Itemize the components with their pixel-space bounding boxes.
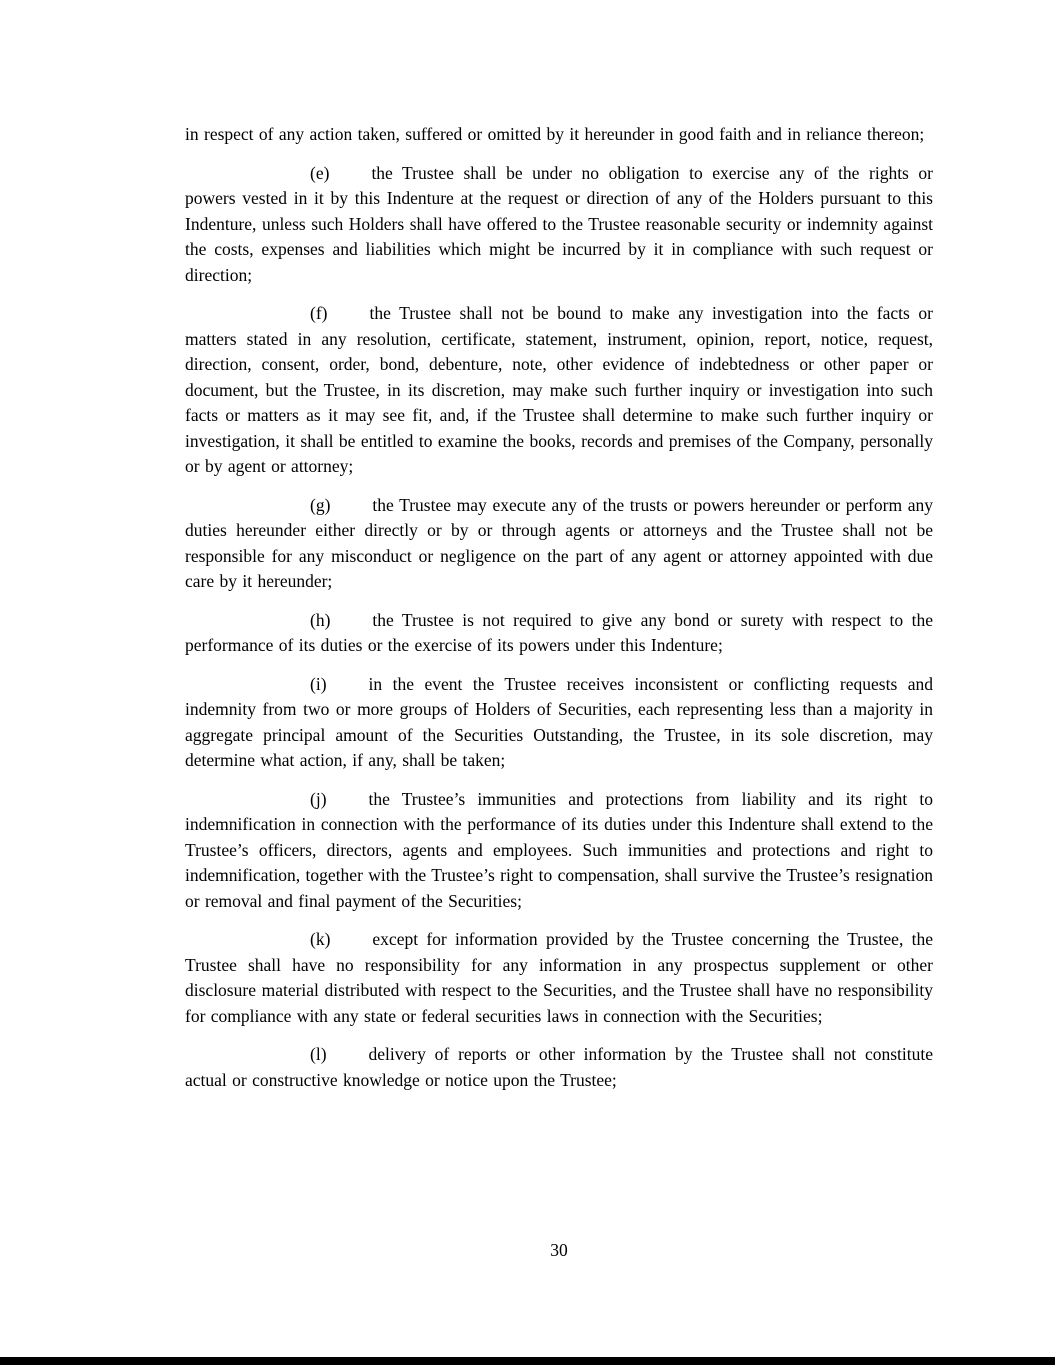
paragraph-label: (k) bbox=[310, 929, 331, 949]
paragraph-text: except for information provided by the Trustee concerning the Trustee, the Trustee shall have no responsibility for any information in any prospectus supplement or other disclosure material distributed with respect to the Securities, and the Trustee shall have no responsibility for compliance with any state or federal securities laws in connection with the Securities; bbox=[185, 929, 933, 1026]
paragraph-text: the Trustee may execute any of the trusts or powers hereunder or perform any duties hereunder either directly or by or through agents or attorneys and the Trustee shall not be responsible for any misconduct or negligence on the part of any agent or attorney appointed with due care by it hereunder; bbox=[185, 494, 933, 591]
paragraph-text: delivery of reports or other information by the Trustee shall not constitute actual or constructive knowledge or notice upon the Trustee; bbox=[185, 1044, 933, 1090]
page-bottom-edge bbox=[0, 1357, 1055, 1365]
paragraph-text: the Trustee is not required to give any bond or surety with respect to the performance of its duties or the exercise of its powers under this Indenture; bbox=[185, 609, 933, 655]
paragraph-g bbox=[185, 493, 933, 595]
paragraph-label: (g) bbox=[310, 494, 331, 515]
paragraph-label: (j) bbox=[310, 788, 327, 809]
paragraph-text: in the event the Trustee receives inconsistent or conflicting requests and indemnity from two or more groups of Holders of Securities, each representing less than a majority in aggregate principal amount of the Securities Outstanding, the Trustee, in its sole discretion, may determine what action, if any, shall be taken; bbox=[185, 673, 933, 770]
page-number: 30 bbox=[550, 1240, 568, 1260]
paragraph-intro bbox=[185, 122, 933, 148]
paragraph-label: (e) bbox=[310, 162, 330, 183]
paragraph-k bbox=[185, 927, 933, 1029]
paragraph-l bbox=[185, 1042, 933, 1093]
paragraph-text: the Trustee shall be under no obligation to exercise any of the rights or powers vested in it by this Indenture at the request or direction of any of the Holders pursuant to this Indenture, unless such Holders shall have offered to the Trustee reasonable security or indemnity against the costs, expenses and liabilities which might be incurred by it in compliance with such request or direction; bbox=[185, 162, 933, 285]
paragraph-text: the Trustee shall not be bound to make any investigation into the facts or matters stated in any resolution, certificate, statement, instrument, opinion, report, notice, request, direction, consent, order, bond, debenture, note, other evidence of indebtedness or other paper or document, but the Trustee, in its discretion, may make such further inquiry or investigation into such facts or matters as it may see fit, and, if the Trustee shall determine to make such further inquiry or investigation, it shall be entitled to examine the books, records and premises of the Company, personally or by agent or attorney; bbox=[185, 303, 933, 476]
paragraph-i bbox=[185, 672, 933, 774]
paragraph-j bbox=[185, 787, 933, 915]
paragraph-text: the Trustee’s immunities and protections from liability and its right to indemnification in connection with the performance of its duties under this Indenture shall extend to the Trustee’s officers, directors, agents and employees. Such immunities and protections and right to indemnification, together with the Trustee’s right to compensation, shall survive the Trustee’s resignation or removal and final payment of the Securities; bbox=[185, 788, 933, 911]
paragraph-f bbox=[185, 301, 933, 480]
paragraph-e bbox=[185, 161, 933, 289]
paragraph-label: (i) bbox=[310, 673, 327, 694]
paragraph-text: in respect of any action taken, suffered or omitted by it hereunder in good faith and in reliance thereon; bbox=[185, 124, 925, 144]
paragraph-label: (l) bbox=[310, 1044, 327, 1064]
paragraph-label: (f) bbox=[310, 303, 328, 323]
paragraph-label: (h) bbox=[310, 609, 331, 630]
body-text bbox=[185, 122, 933, 1106]
paragraph-h bbox=[185, 608, 933, 659]
